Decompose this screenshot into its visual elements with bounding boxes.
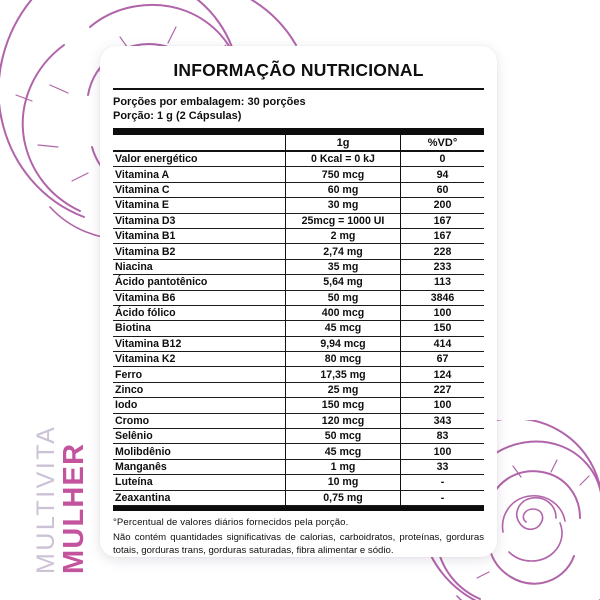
- row-label: Vitamina B6: [113, 291, 285, 306]
- row-label: Vitamina A: [113, 167, 285, 182]
- table-row: [113, 398, 484, 413]
- nutrition-table-body: [113, 152, 484, 506]
- row-label: Cromo: [113, 414, 285, 429]
- row-dv: 228: [400, 244, 484, 259]
- table-row: [113, 198, 484, 213]
- row-dv: 83: [400, 429, 484, 444]
- row-amount: 60 mg: [285, 183, 400, 198]
- row-amount: 150 mcg: [285, 398, 400, 413]
- row-label: Valor energético: [113, 152, 285, 167]
- row-label: Luteína: [113, 475, 285, 490]
- row-dv: 100: [400, 444, 484, 459]
- row-dv: 167: [400, 229, 484, 244]
- row-amount: 2,74 mg: [285, 244, 400, 259]
- table-row: [113, 337, 484, 352]
- table-row: [113, 244, 484, 259]
- table-row: [113, 460, 484, 475]
- row-amount: 17,35 mg: [285, 367, 400, 382]
- servings-per-package: Porções por embalagem: 30 porções: [113, 96, 306, 108]
- row-dv: -: [400, 491, 484, 506]
- row-dv: 414: [400, 337, 484, 352]
- row-dv: 3846: [400, 291, 484, 306]
- row-label: Vitamina E: [113, 198, 285, 213]
- row-label: Vitamina B2: [113, 244, 285, 259]
- table-row: [113, 306, 484, 321]
- row-dv: 113: [400, 275, 484, 290]
- row-dv: 167: [400, 214, 484, 229]
- row-amount: 9,94 mcg: [285, 337, 400, 352]
- row-amount: 80 mcg: [285, 352, 400, 367]
- nutrition-facts-card: [100, 46, 497, 557]
- header-dv-column: %VD°: [400, 135, 484, 152]
- daily-value-footnote: °Percentual de valores diários fornecidos pela porção.: [113, 516, 349, 528]
- table-row: [113, 214, 484, 229]
- brand-variant: MULHER: [58, 442, 90, 574]
- row-label: Molibdênio: [113, 444, 285, 459]
- table-row: [113, 291, 484, 306]
- table-row: [113, 260, 484, 275]
- row-label: Zeaxantina: [113, 491, 285, 506]
- table-row: [113, 429, 484, 444]
- row-amount: 45 mcg: [285, 444, 400, 459]
- row-amount: 120 mcg: [285, 414, 400, 429]
- table-row: [113, 475, 484, 490]
- nutrition-title: INFORMAÇÃO NUTRICIONAL: [173, 60, 424, 80]
- row-amount: 5,64 mg: [285, 275, 400, 290]
- row-amount: 2 mg: [285, 229, 400, 244]
- row-amount: 30 mg: [285, 198, 400, 213]
- row-label: Vitamina C: [113, 183, 285, 198]
- header-amount-column: 1g: [285, 135, 400, 152]
- header-nutrient-column: [113, 135, 285, 152]
- row-label: Biotina: [113, 321, 285, 336]
- row-label: Selênio: [113, 429, 285, 444]
- nutrition-table-header: [113, 135, 484, 152]
- table-row: [113, 229, 484, 244]
- row-dv: 233: [400, 260, 484, 275]
- row-dv: 150: [400, 321, 484, 336]
- table-row: [113, 152, 484, 167]
- row-dv: 200: [400, 198, 484, 213]
- row-dv: 33: [400, 460, 484, 475]
- table-row: [113, 414, 484, 429]
- row-amount: 45 mcg: [285, 321, 400, 336]
- row-label: Vitamina B12: [113, 337, 285, 352]
- row-dv: 124: [400, 367, 484, 382]
- row-amount: 10 mg: [285, 475, 400, 490]
- row-label: Niacina: [113, 260, 285, 275]
- table-row: [113, 444, 484, 459]
- row-label: Vitamina D3: [113, 214, 285, 229]
- row-amount: 0,75 mg: [285, 491, 400, 506]
- no-significant-amounts-note: Não contém quantidades significativas de calorias, carboidratos, proteínas, gorduras totais, gorduras trans, gorduras saturadas, fibra alimentar e sódio.: [113, 531, 484, 556]
- row-amount: 0 Kcal = 0 kJ: [285, 152, 400, 167]
- row-dv: 0: [400, 152, 484, 167]
- row-label: Vitamina K2: [113, 352, 285, 367]
- table-row: [113, 367, 484, 382]
- row-amount: 25mcg = 1000 UI: [285, 214, 400, 229]
- table-row: [113, 321, 484, 336]
- row-amount: 50 mcg: [285, 429, 400, 444]
- row-dv: 227: [400, 383, 484, 398]
- row-amount: 50 mg: [285, 291, 400, 306]
- serving-size: Porção: 1 g (2 Cápsulas): [113, 109, 242, 122]
- row-amount: 35 mg: [285, 260, 400, 275]
- table-top-bar: [113, 128, 484, 135]
- row-dv: 94: [400, 167, 484, 182]
- row-dv: 100: [400, 306, 484, 321]
- row-dv: -: [400, 475, 484, 490]
- table-bottom-bar: [113, 506, 484, 511]
- row-label: Ácido pantotênico: [113, 275, 285, 290]
- row-label: Ácido fólico: [113, 306, 285, 321]
- brand-product-line: MULTIVITA: [32, 424, 60, 574]
- row-label: Ferro: [113, 367, 285, 382]
- row-label: Zinco: [113, 383, 285, 398]
- table-row: [113, 491, 484, 506]
- table-row: [113, 183, 484, 198]
- row-dv: 67: [400, 352, 484, 367]
- table-row: [113, 275, 484, 290]
- row-label: Iodo: [113, 398, 285, 413]
- table-row: [113, 167, 484, 182]
- row-dv: 60: [400, 183, 484, 198]
- row-amount: 750 mcg: [285, 167, 400, 182]
- table-row: [113, 383, 484, 398]
- row-dv: 343: [400, 414, 484, 429]
- row-dv: 100: [400, 398, 484, 413]
- table-row: [113, 352, 484, 367]
- row-amount: 1 mg: [285, 460, 400, 475]
- row-amount: 25 mg: [285, 383, 400, 398]
- brand-vertical-text: [33, 425, 90, 574]
- row-label: Manganês: [113, 460, 285, 475]
- row-amount: 400 mcg: [285, 306, 400, 321]
- row-label: Vitamina B1: [113, 229, 285, 244]
- title-divider: [113, 88, 484, 90]
